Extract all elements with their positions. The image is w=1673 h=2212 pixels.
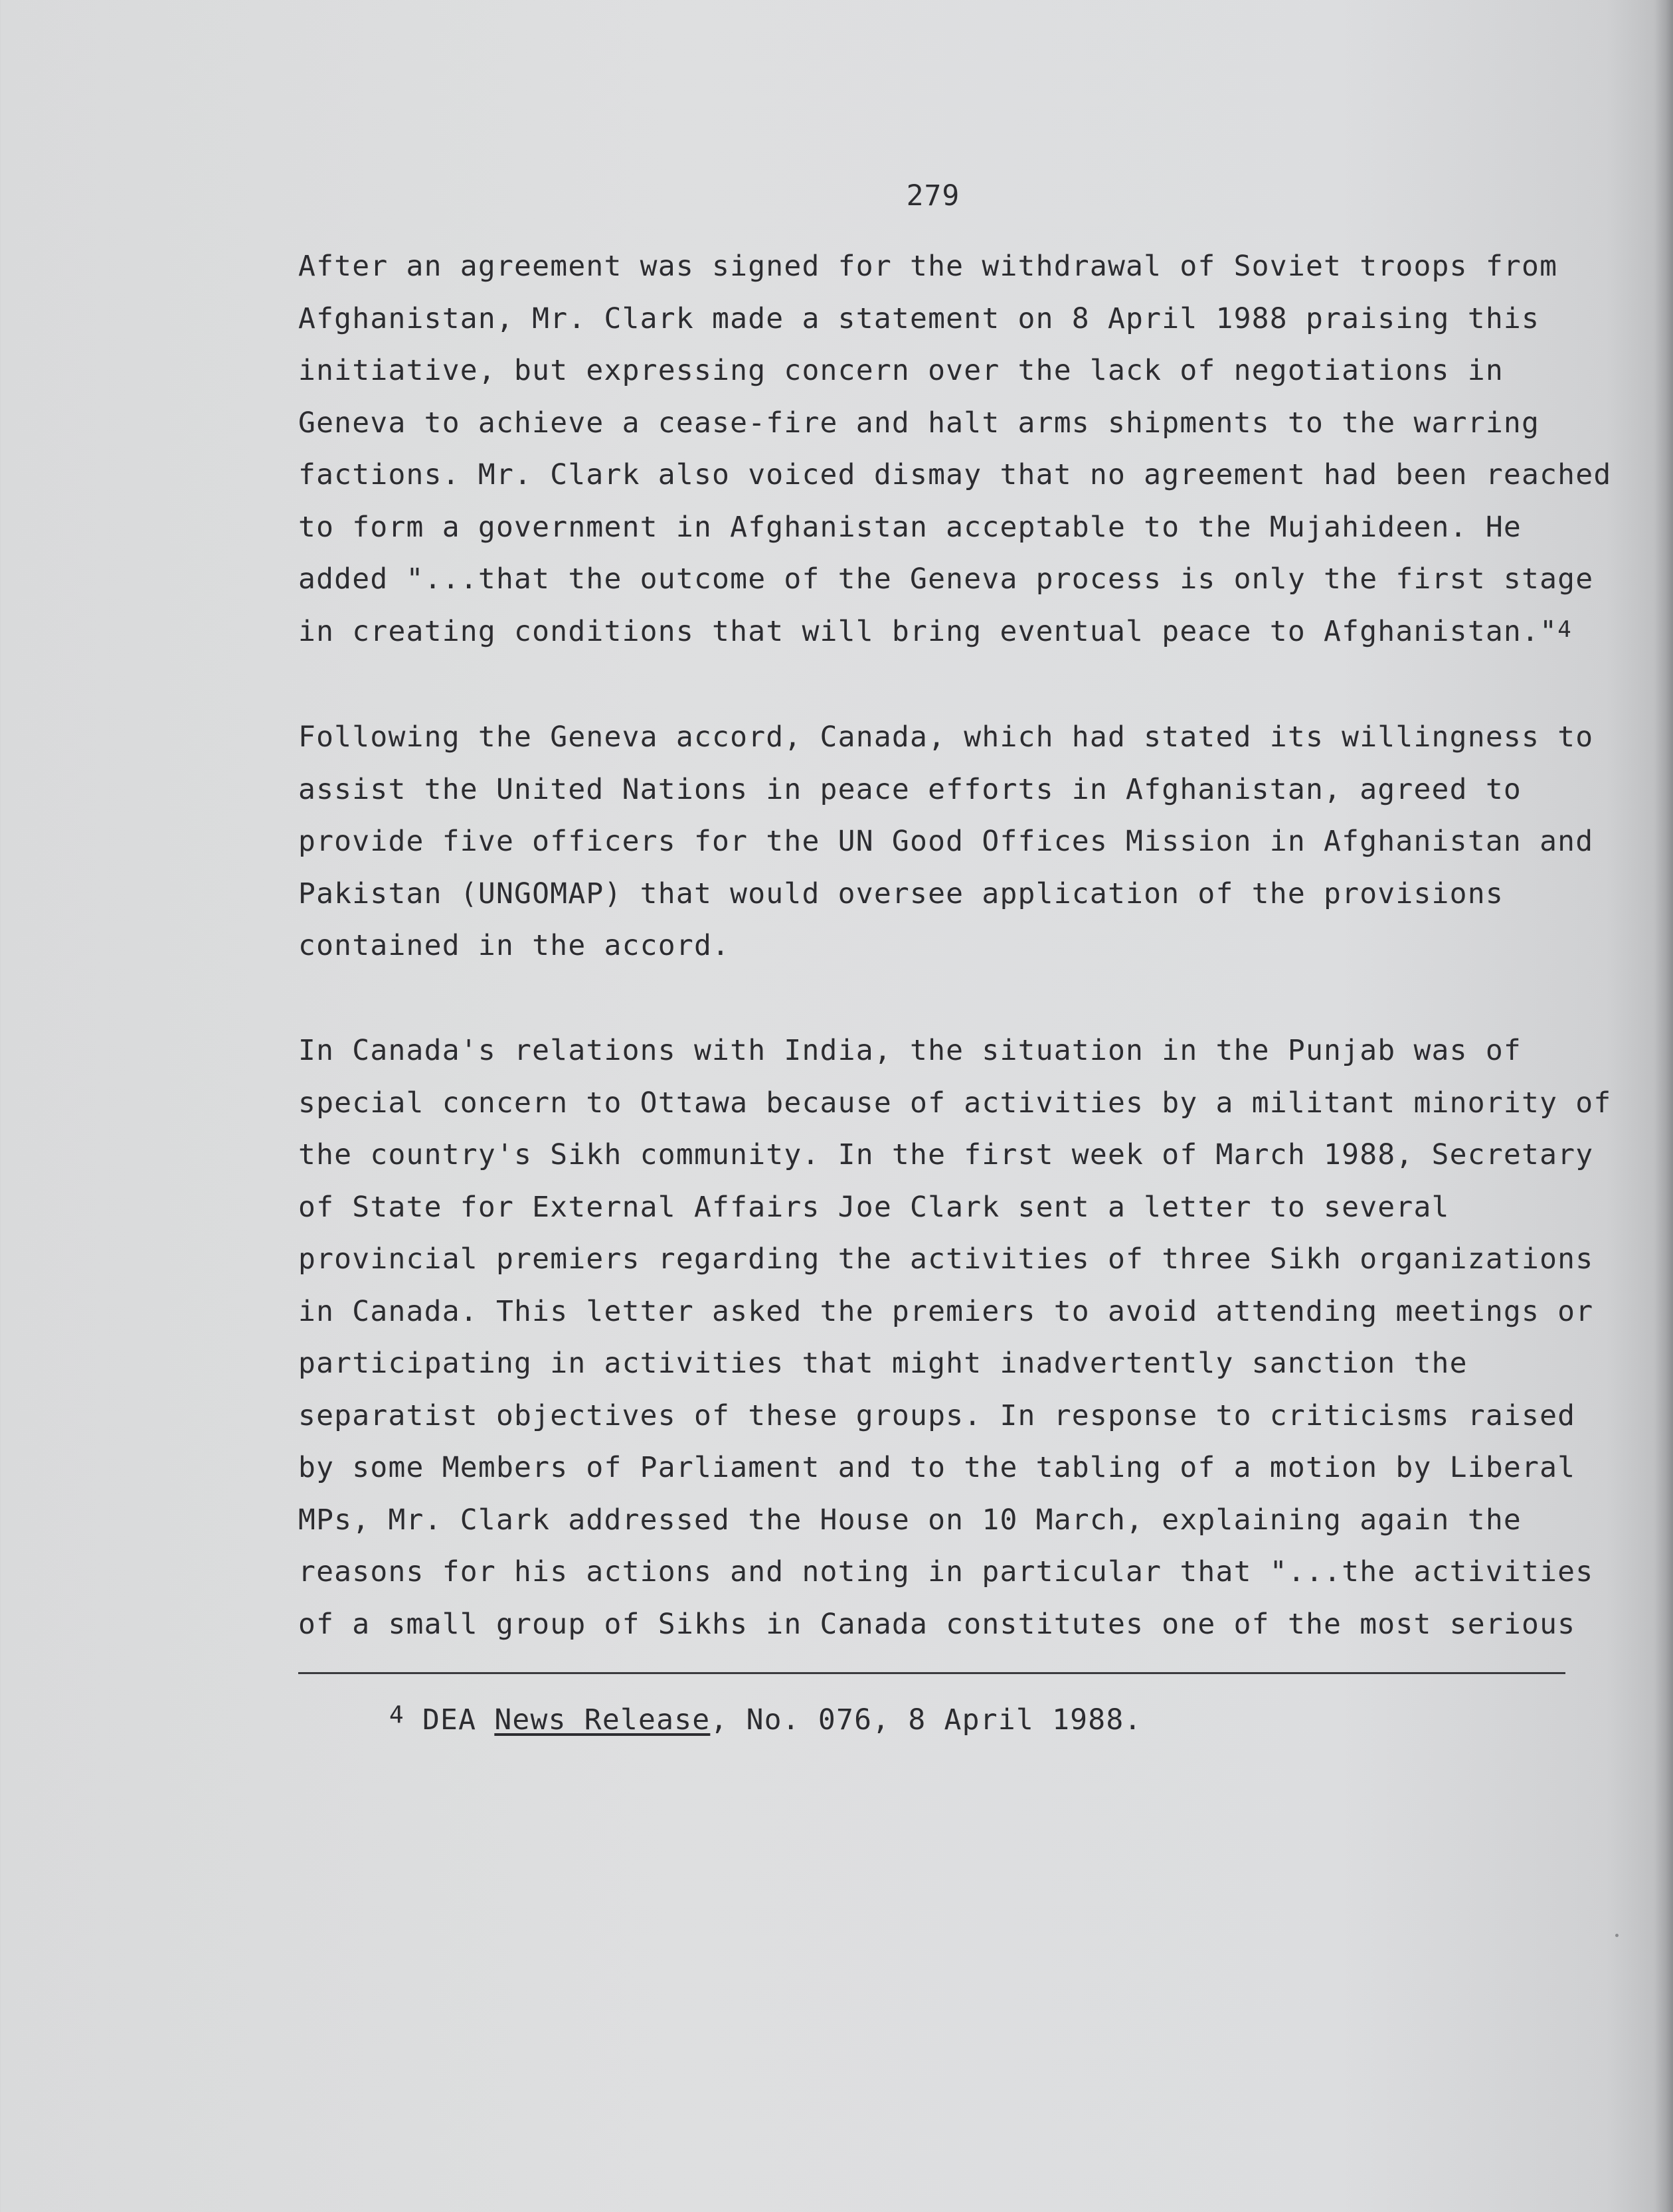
text-line: special concern to Ottawa because of activities by a militant minority of xyxy=(298,1086,1612,1120)
text-line: initiative, but expressing concern over the lack of negotiations in xyxy=(298,354,1504,387)
text-line: assist the United Nations in peace efforts in Afghanistan, agreed to xyxy=(298,772,1522,806)
text-line: to form a government in Afghanistan acceptable to the Mujahideen. He xyxy=(298,510,1522,544)
text-line: by some Members of Parliament and to the tabling of a motion by Liberal xyxy=(298,1451,1576,1484)
footnote-title: News Release xyxy=(494,1703,711,1737)
footnote-reference: 4 xyxy=(1557,616,1572,643)
text-line: After an agreement was signed for the withdrawal of Soviet troops from xyxy=(298,250,1558,283)
text-line: MPs, Mr. Clark addressed the House on 10 March, explaining again the xyxy=(298,1503,1522,1537)
text-line: Afghanistan, Mr. Clark made a statement on 8 April 1988 praising this xyxy=(298,301,1540,335)
footnote xyxy=(389,1703,1142,1737)
text-line xyxy=(298,606,1573,658)
paragraph-india-relations xyxy=(298,1025,1612,1650)
text-line-content: in creating conditions that will bring eventual peace to Afghanistan." xyxy=(298,614,1558,648)
text-line: contained in the accord. xyxy=(298,929,731,962)
footnote-number: 4 xyxy=(389,1701,404,1729)
footnote-prefix: DEA xyxy=(422,1703,495,1737)
text-line: the country's Sikh community. In the first week of March 1988, Secretary xyxy=(298,1138,1594,1171)
text-line: Following the Geneva accord, Canada, which had stated its willingness to xyxy=(298,721,1594,754)
text-line: In Canada's relations with India, the situation in the Punjab was of xyxy=(298,1034,1522,1067)
text-line: provide five officers for the UN Good Offices Mission in Afghanistan and xyxy=(298,825,1594,858)
footnote-divider xyxy=(298,1672,1565,1674)
text-line: provincial premiers regarding the activities of three Sikh organizations xyxy=(298,1242,1594,1276)
text-line: added "...that the outcome of the Geneva process is only the first stage xyxy=(298,562,1594,596)
text-line: Geneva to achieve a cease-fire and halt arms shipments to the warring xyxy=(298,406,1540,440)
text-line: in Canada. This letter asked the premiers to avoid attending meetings or xyxy=(298,1294,1594,1328)
page-number: 279 xyxy=(906,179,960,213)
text-line: reasons for his actions and noting in particular that "...the activities xyxy=(298,1555,1594,1588)
paragraph-geneva-accord xyxy=(298,711,1594,972)
text-line: participating in activities that might inadvertently sanction the xyxy=(298,1347,1468,1380)
footnote-suffix: , No. 076, 8 April 1988. xyxy=(710,1703,1142,1737)
text-line: of State for External Affairs Joe Clark sent a letter to several xyxy=(298,1190,1450,1224)
text-line: of a small group of Sikhs in Canada constitutes one of the most serious xyxy=(298,1607,1576,1641)
text-line: separatist objectives of these groups. In response to criticisms raised xyxy=(298,1399,1576,1432)
text-line: factions. Mr. Clark also voiced dismay that no agreement had been reached xyxy=(298,458,1612,491)
paragraph-afghanistan-statement xyxy=(298,240,1612,657)
page-edge-shadow xyxy=(1654,0,1673,2212)
scan-speck xyxy=(1615,1934,1619,1937)
text-line: Pakistan (UNGOMAP) that would oversee application of the provisions xyxy=(298,877,1504,910)
